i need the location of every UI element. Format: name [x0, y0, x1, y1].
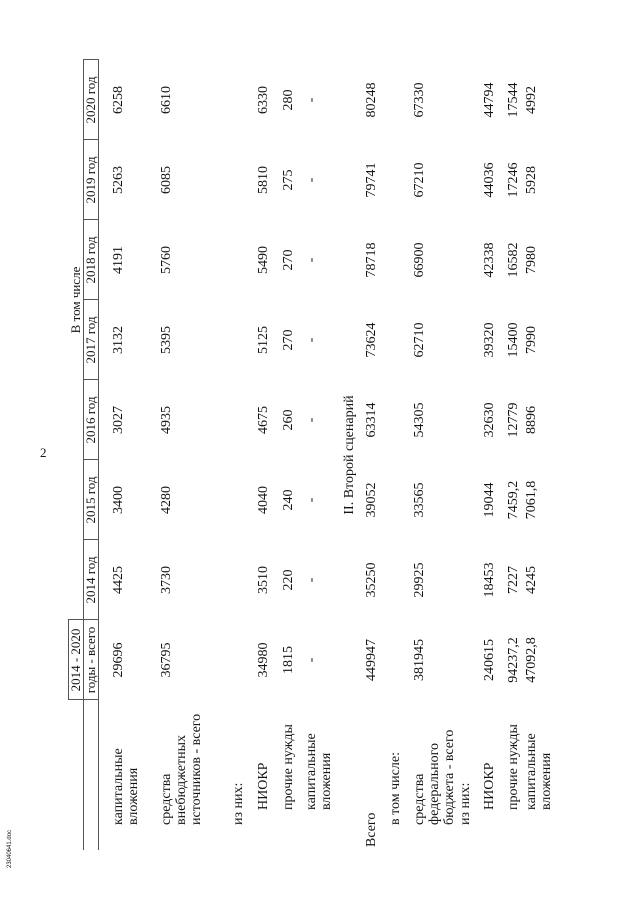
row-value: 7227 [505, 566, 521, 594]
row-value: 381945 [411, 639, 427, 681]
table-row [482, 60, 506, 850]
row-value: 66900 [411, 242, 427, 278]
row-value: 7980 [523, 246, 539, 274]
row-value: 5395 [158, 326, 174, 354]
row-label: капитальные вложения [111, 748, 141, 825]
rotated-table-page [68, 50, 628, 850]
funding-table [68, 60, 560, 851]
row-value: 6330 [255, 86, 271, 114]
row-value: 4992 [523, 86, 539, 114]
row-value: 275 [280, 169, 296, 191]
row-value: - [303, 97, 319, 103]
row-value: 62710 [411, 322, 427, 358]
row-value: 3400 [111, 486, 126, 514]
row-value: 4675 [255, 406, 271, 434]
row-value: 15400 [505, 322, 521, 358]
row-value: 34980 [255, 642, 271, 678]
row-value: - [303, 257, 319, 263]
page-number: 2 [40, 445, 47, 460]
row-value: 260 [280, 409, 296, 431]
row-value: 73624 [363, 322, 379, 358]
row-value: 5760 [158, 246, 174, 274]
row-value: 67330 [411, 82, 427, 118]
row-value: 42338 [481, 242, 497, 278]
row-value: 7061,8 [523, 480, 539, 520]
row-value: 44036 [481, 162, 497, 198]
row-value: 47092,8 [523, 637, 539, 683]
row-label: из них: [457, 782, 473, 825]
row-value: 17544 [505, 82, 521, 118]
row-value: 44794 [481, 82, 497, 118]
row-value: 67210 [411, 162, 427, 198]
row-label: капитальные вложения [523, 733, 554, 810]
table-row [99, 60, 159, 850]
row-value: 29925 [411, 562, 427, 598]
row-value: 54305 [411, 402, 427, 438]
table-row [364, 60, 388, 850]
row-value: 36795 [158, 642, 174, 678]
row-value: 39052 [363, 482, 379, 518]
row-value: 6085 [158, 166, 174, 194]
header-period-bottom: годы - всего [84, 620, 99, 700]
row-value: 16582 [505, 242, 521, 278]
row-value: 4425 [111, 566, 126, 594]
header-row-top [69, 60, 84, 850]
row-value: 6610 [158, 86, 174, 114]
row-value: 3510 [255, 566, 271, 594]
table-row [256, 60, 281, 850]
row-value: - [303, 657, 319, 663]
header-year-2015: 2015 год [84, 460, 99, 540]
table-row [304, 60, 342, 850]
row-value: 5263 [111, 166, 126, 194]
row-label: средства федерального бюджета - всего [411, 729, 457, 825]
row-label: капитальные вложения [303, 733, 334, 810]
row-value: 240615 [481, 639, 497, 681]
row-label: НИОКР [481, 762, 497, 810]
row-value: 17246 [505, 162, 521, 198]
row-value: 7459,2 [505, 480, 521, 520]
row-label: средства внебюджетных источников - всего [158, 713, 204, 825]
table-row [458, 60, 482, 850]
section-row [342, 60, 364, 850]
row-value: 8896 [523, 406, 539, 434]
row-value: 19044 [481, 482, 497, 518]
table-row [281, 60, 304, 850]
header-year-2020: 2020 год [84, 60, 99, 140]
row-value: 32630 [481, 402, 497, 438]
row-value: 270 [280, 329, 296, 351]
row-value: 35250 [363, 562, 379, 598]
header-year-2016: 2016 год [84, 380, 99, 460]
header-group-label: В том числе [69, 220, 84, 380]
row-value: 33565 [411, 482, 427, 518]
row-value: 280 [280, 89, 296, 111]
table-row [159, 60, 231, 850]
row-value: 80248 [363, 82, 379, 118]
section-title: II. Второй сценарий [341, 395, 357, 515]
header-period-top: 2014 - 2020 [69, 620, 84, 700]
row-value: 5125 [255, 326, 271, 354]
header-row-bottom [84, 60, 99, 850]
row-value: - [303, 177, 319, 183]
row-value: 29696 [111, 642, 126, 678]
row-value: 79741 [363, 162, 379, 198]
row-value: 5490 [255, 246, 271, 274]
table-row [506, 60, 524, 850]
row-value: 78718 [363, 242, 379, 278]
row-value: 12779 [505, 402, 521, 438]
row-value: 4280 [158, 486, 174, 514]
row-value: 5928 [523, 166, 539, 194]
row-value: 63314 [363, 402, 379, 438]
row-value: 3132 [111, 326, 126, 354]
row-value: - [303, 337, 319, 343]
row-value: 4191 [111, 246, 126, 274]
row-value: 94237,2 [505, 637, 521, 683]
row-value: 6258 [111, 86, 126, 114]
row-value: 18453 [481, 562, 497, 598]
header-empty-cell [69, 700, 84, 850]
row-value: 1815 [280, 646, 296, 674]
row-label: из них: [230, 782, 246, 825]
row-value: - [303, 577, 319, 583]
row-value: 7990 [523, 326, 539, 354]
document-id: 23040641.doc [7, 829, 13, 868]
header-year-2017: 2017 год [84, 300, 99, 380]
row-label: прочие нужды [505, 724, 521, 810]
row-value: - [303, 417, 319, 423]
row-value: 3027 [111, 406, 126, 434]
table-row [524, 60, 560, 850]
header-year-2019: 2019 год [84, 140, 99, 220]
row-label: прочие нужды [280, 724, 296, 810]
header-year-2018: 2018 год [84, 220, 99, 300]
row-label: Всего [363, 812, 379, 847]
row-value: 39320 [481, 322, 497, 358]
header-year-2014: 2014 год [84, 540, 99, 620]
row-value: 449947 [363, 639, 379, 681]
row-value: 270 [280, 249, 296, 271]
row-label: в том числе: [387, 752, 403, 825]
row-value: 5810 [255, 166, 271, 194]
header-group-spacer [69, 540, 84, 620]
row-value: 4040 [255, 486, 271, 514]
row-value: 3730 [158, 566, 174, 594]
row-value: 4245 [523, 566, 539, 594]
row-label: НИОКР [255, 762, 271, 810]
table-row [388, 60, 412, 850]
table-row [412, 60, 458, 850]
row-value: 4935 [158, 406, 174, 434]
row-value: - [303, 497, 319, 503]
row-value: 240 [280, 489, 296, 511]
table-row [231, 60, 256, 850]
row-value: 220 [280, 569, 296, 591]
